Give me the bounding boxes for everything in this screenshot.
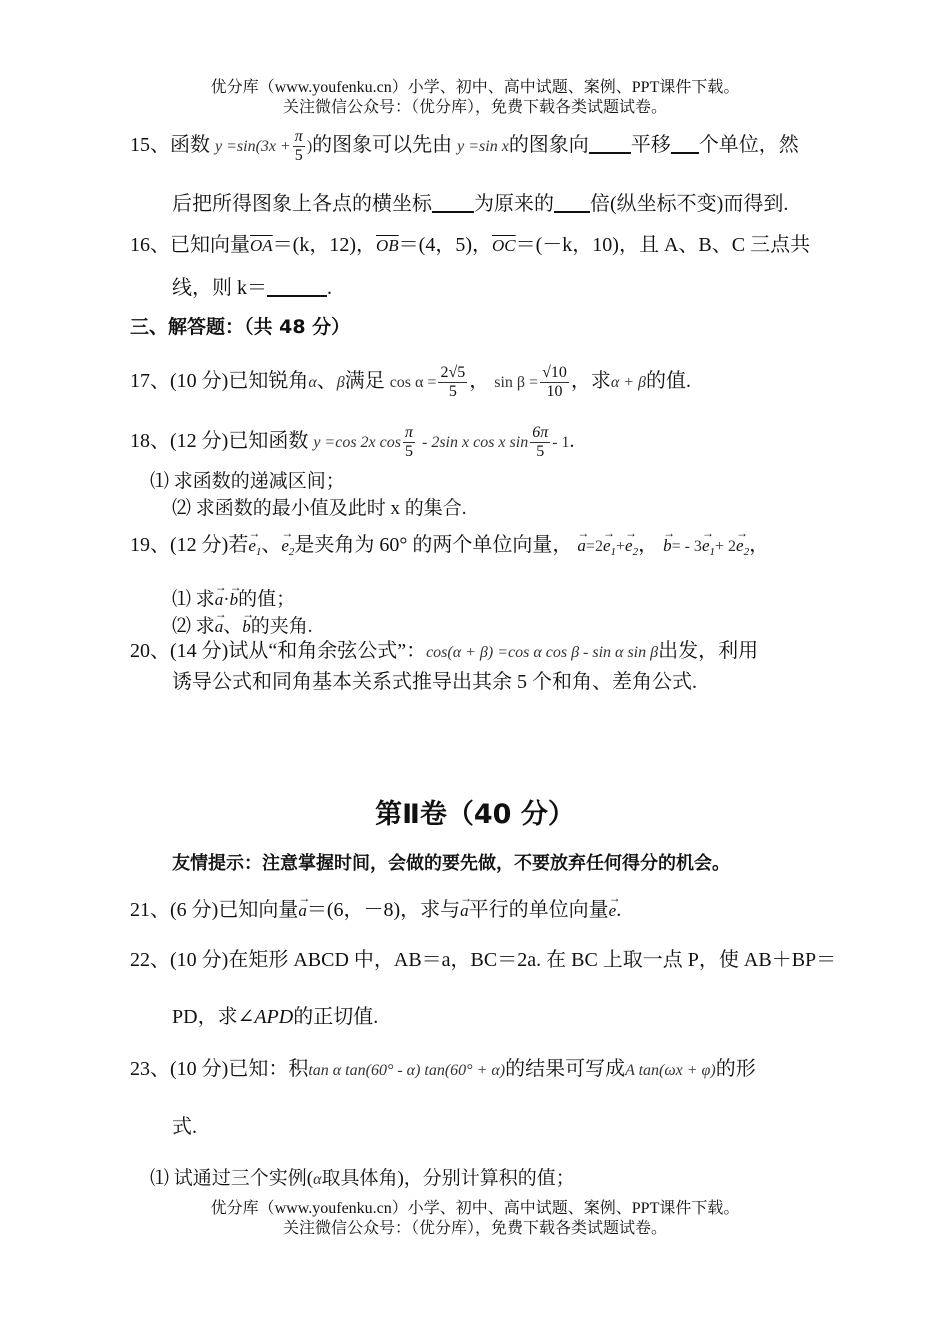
question-text: 平行的单位向量 — [468, 899, 609, 921]
question-text: (10 分)在矩形 ABCD 中，AB＝a，BC＝2a. 在 BC 上取一点 P，使 AB＋BP＝ — [170, 949, 837, 971]
answer-blank — [671, 134, 699, 154]
formula: - 1 — [552, 434, 570, 452]
question-15-line-1 — [130, 128, 799, 165]
formula: sin β = — [494, 374, 539, 392]
vector-oc: $\overline{OC}$ — [492, 236, 516, 255]
question-text: 的形 — [715, 1058, 756, 1080]
fraction — [540, 364, 569, 401]
subscript: 1 — [255, 546, 262, 558]
vector-a: → a — [215, 609, 224, 641]
formula: A tan(ωx + φ) — [625, 1062, 716, 1079]
question-text: (10 分)已知：积 — [170, 1058, 309, 1080]
section-heading: 三、解答题：（共 48 分） — [130, 316, 351, 338]
answer-blank — [432, 193, 474, 213]
question-text: 平移 — [630, 134, 671, 157]
question-text: 的图象可以先由 — [312, 134, 453, 157]
vector-a: → a — [215, 582, 224, 614]
separator: 、 — [316, 370, 337, 393]
symbol-alpha: α — [308, 374, 317, 392]
vector-b: → b — [230, 582, 239, 614]
question-text: 出发，利用 — [658, 640, 759, 662]
vector-e1 — [702, 528, 715, 566]
separator: 、 — [223, 616, 243, 637]
subscript: 1 — [709, 546, 715, 558]
question-19 — [130, 528, 769, 566]
formula: tan α tan(60° - α) tan(60° + α) — [308, 1062, 506, 1079]
question-text: (12 分)已知函数 — [170, 430, 309, 453]
separator: ， — [638, 534, 659, 556]
denominator: 5 — [404, 443, 413, 460]
vector-e2 — [625, 528, 638, 566]
question-text: 已知向量 — [170, 234, 250, 256]
formula: + 2 — [714, 538, 737, 555]
question-22-line-1 — [130, 946, 836, 974]
numerator: 6π — [532, 424, 549, 441]
question-16-line-2 — [172, 274, 332, 302]
vector-e: → e — [609, 893, 617, 925]
formula: y =sin(3x + — [215, 138, 291, 156]
question-text: 倍(纵坐标不变)而得到. — [590, 193, 789, 215]
question-text: (6 分)已知向量 — [170, 899, 299, 921]
period: . — [569, 430, 575, 453]
formula: = - 3 — [671, 538, 702, 555]
question-text: ⑵ 求 — [172, 616, 215, 637]
question-text: ＝(－k，10)，且 A、B、C 三点共 — [515, 234, 811, 256]
question-text: 取具体角)，分别计算积的值； — [321, 1168, 575, 1189]
formula: y =cos 2x cos — [313, 434, 401, 452]
question-number: 17、 — [130, 370, 170, 393]
formula: + — [616, 538, 626, 555]
subscript: 2 — [743, 546, 750, 558]
question-22-line-2 — [172, 1003, 378, 1031]
question-16-line-1 — [130, 231, 810, 260]
question-text: (12 分)若 — [170, 534, 249, 556]
question-text: ＝(4，5)， — [398, 234, 492, 256]
vector-ob: $\overline{OB}$ — [376, 236, 399, 255]
numerator: π — [404, 424, 413, 441]
subscript: 1 — [610, 546, 616, 558]
vector-e2 — [736, 528, 749, 566]
question-text: ＝(k，12)， — [272, 234, 376, 256]
answer-blank — [554, 193, 590, 213]
question-text: 的结果可写成 — [505, 1058, 626, 1080]
question-number: 21、 — [130, 899, 170, 921]
question-text: ⑴ 求 — [172, 589, 215, 610]
question-text: 的值； — [238, 589, 296, 610]
question-text: 为原来的 — [474, 193, 554, 215]
formula: cos(α + β) =cos α cos β - sin α sin β — [426, 644, 659, 661]
question-text: ⑴ 试通过三个实例( — [150, 1168, 314, 1189]
denominator: 5 — [448, 383, 457, 400]
question-text: ，求 — [570, 370, 611, 393]
numerator: π — [294, 128, 303, 145]
vector-e2 — [281, 528, 294, 566]
vector-symbol: e — [625, 536, 633, 555]
denominator: 5 — [536, 443, 545, 460]
question-23-part-1 — [150, 1165, 575, 1194]
denominator: 5 — [294, 147, 303, 164]
header-line-2: 关注微信公众号：（优分库），免费下载各类试题试卷。 — [282, 99, 667, 116]
question-number: 23、 — [130, 1058, 170, 1080]
dot-operator: · — [223, 589, 230, 610]
formula: cos α = — [389, 374, 437, 392]
separator: ， — [469, 370, 490, 393]
vector-symbol: e — [248, 536, 256, 555]
vector-e1 — [603, 528, 616, 566]
question-text: 的夹角. — [250, 616, 313, 637]
vector-symbol: e — [602, 536, 611, 555]
question-20-line-1 — [130, 637, 758, 667]
question-text: (10 分)已知锐角 — [170, 370, 309, 393]
friendly-tip: 友情提示：注意掌握时间，会做的要先做，不要放弃任何得分的机会。 — [172, 853, 730, 874]
fraction — [530, 424, 550, 461]
vector-b: → b — [242, 609, 251, 641]
question-text: 的值. — [646, 370, 692, 393]
vector-a: → a — [298, 893, 307, 925]
angle-symbol: ∠APD — [237, 1006, 294, 1028]
question-text: . — [327, 277, 332, 299]
vector-symbol: e — [701, 536, 710, 555]
separator: 、 — [261, 534, 282, 556]
question-15-line-2 — [172, 190, 788, 218]
separator: ， — [749, 534, 770, 556]
footer-line-1: 优分库（www.youfenku.cn）小学、初中、高中试题、案例、PPT课件下载。 — [210, 1200, 740, 1217]
vector-a: → a — [460, 893, 469, 925]
vector-symbol: e — [736, 536, 744, 555]
question-text: 后把所得图象上各点的横坐标 — [172, 193, 432, 215]
question-text: (14 分)试从“和角余弦公式”： — [170, 640, 427, 662]
question-20-line-2: 诱导公式和同角基本关系式推导出其余 5 个和角、差角公式. — [172, 671, 697, 693]
part-2-title: 第Ⅱ卷（40 分） — [375, 799, 575, 830]
question-text: 满足 — [344, 370, 385, 393]
vector-oa: $\overline{OA}$ — [250, 236, 273, 255]
numerator: 2√5 — [440, 364, 466, 381]
question-number: 20、 — [130, 640, 170, 662]
fraction — [403, 424, 415, 461]
question-18 — [130, 424, 575, 461]
fraction — [293, 128, 305, 165]
vector-e1 — [248, 528, 261, 566]
symbol-beta: β — [336, 374, 345, 392]
question-text: 函数 — [170, 134, 210, 157]
formula: α + β — [610, 374, 647, 392]
question-text: PD，求 — [172, 1006, 238, 1028]
formula-end: ) — [306, 138, 313, 156]
formula: =2 — [585, 538, 603, 555]
question-text: ＝(6，－8)，求与 — [306, 899, 461, 921]
header-line-1: 优分库（www.youfenku.cn）小学、初中、高中试题、案例、PPT课件下载。 — [210, 79, 740, 96]
numerator: √10 — [542, 364, 567, 381]
period: . — [616, 899, 622, 921]
question-18-part-2: ⑵ 求函数的最小值及此时 x 的集合. — [172, 498, 467, 519]
subscript: 2 — [288, 546, 295, 558]
question-number: 16、 — [130, 234, 170, 256]
question-18-part-1: ⑴ 求函数的递减区间； — [150, 471, 345, 492]
question-number: 22、 — [130, 949, 170, 971]
subscript: 2 — [632, 546, 639, 558]
question-17 — [130, 364, 691, 401]
vector-a: → a — [577, 528, 586, 560]
vector-b: → b — [663, 528, 672, 560]
question-text: 的图象向 — [508, 134, 589, 157]
vector-symbol: e — [281, 536, 289, 555]
question-text: 的正切值. — [293, 1006, 379, 1028]
footer-line-2: 关注微信公众号：（优分库），免费下载各类试题试卷。 — [282, 1220, 667, 1237]
question-text: 线，则 k＝ — [172, 277, 267, 299]
answer-blank — [589, 134, 631, 154]
question-23-line-2: 式. — [172, 1116, 197, 1138]
denominator: 10 — [546, 383, 563, 400]
formula: y =sin x — [457, 138, 509, 156]
answer-blank — [267, 277, 327, 297]
question-number: 18、 — [130, 430, 170, 453]
symbol-alpha: α — [313, 1171, 322, 1188]
question-text: 是夹角为 60° 的两个单位向量， — [294, 534, 573, 556]
formula: - 2sin x cos x sin — [422, 434, 529, 452]
question-21 — [130, 893, 621, 925]
question-text: 个单位，然 — [698, 134, 799, 157]
question-number: 19、 — [130, 534, 170, 556]
question-number: 15、 — [130, 134, 170, 157]
question-23-line-1 — [130, 1055, 756, 1085]
fraction — [438, 364, 467, 401]
